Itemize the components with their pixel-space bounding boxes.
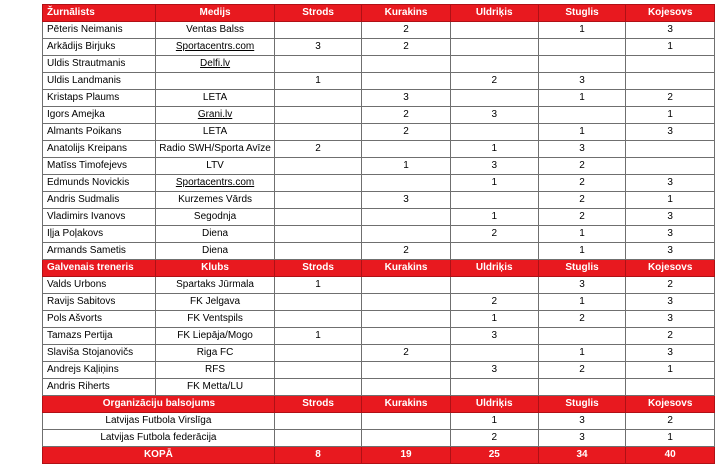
voter-name: Vladimirs Ivanovs [43,209,156,226]
voter-organization: Diena [156,243,275,260]
table-row [43,73,715,90]
vote-cell: 3 [626,209,715,226]
voter-name: Almants Poikans [43,124,156,141]
vote-cell: 2 [450,73,538,90]
table-row [43,430,715,447]
vote-cell [274,56,362,73]
vote-cell [626,73,715,90]
vote-cell: 2 [362,107,450,124]
total-label: KOPĀ [43,447,275,464]
organizations-header-label: Organizāciju balsojums [43,396,275,413]
voting-table [42,4,715,464]
column-header-kurakins: Kurakins [362,260,450,277]
voter-name: Pēteris Neimanis [43,22,156,39]
voter-name: Slavišа Stojanovičs [43,345,156,362]
vote-cell [362,141,450,158]
vote-cell [362,209,450,226]
vote-cell: 3 [626,226,715,243]
column-header-kojesovs: Kojesovs [626,396,715,413]
column-header-uldriķis: Uldriķis [450,260,538,277]
table-row [43,39,715,56]
vote-cell [274,192,362,209]
vote-cell: 3 [538,277,626,294]
voter-name: Iļja Poļakovs [43,226,156,243]
vote-cell [450,379,538,396]
vote-cell: 1 [450,311,538,328]
column-header-kojesovs: Kojesovs [626,260,715,277]
vote-cell [274,345,362,362]
total-value: 34 [538,447,626,464]
voter-name: Anatolijs Kreipans [43,141,156,158]
vote-cell [450,90,538,107]
vote-cell [362,362,450,379]
vote-cell: 1 [626,39,715,56]
column-header-kojesovs: Kojesovs [626,5,715,22]
table-row [43,192,715,209]
table-row [43,90,715,107]
table-row [43,175,715,192]
vote-cell: 1 [538,345,626,362]
vote-cell [274,430,362,447]
column-header-uldriķis: Uldriķis [450,396,538,413]
vote-cell: 3 [450,328,538,345]
column-header-stuglis: Stuglis [538,260,626,277]
vote-cell: 3 [626,175,715,192]
vote-cell [538,107,626,124]
vote-cell [538,379,626,396]
vote-cell: 2 [538,311,626,328]
vote-cell [362,277,450,294]
vote-cell: 1 [538,243,626,260]
vote-cell: 3 [538,141,626,158]
voter-organization: Segodnja [156,209,275,226]
vote-cell: 3 [626,345,715,362]
vote-cell [274,90,362,107]
table-row [43,226,715,243]
vote-cell [450,277,538,294]
vote-cell: 3 [538,413,626,430]
table-row [43,56,715,73]
vote-cell: 1 [626,107,715,124]
vote-cell [626,158,715,175]
voter-name: Edmunds Novickis [43,175,156,192]
vote-cell: 1 [450,141,538,158]
voter-organization: LTV [156,158,275,175]
voter-organization[interactable]: Sportacentrs.com [156,39,275,56]
voter-name: Uldis Strautmanis [43,56,156,73]
vote-cell [274,379,362,396]
vote-cell: 3 [450,362,538,379]
table-row [43,277,715,294]
vote-cell: 3 [450,107,538,124]
voter-name: Matīss Timofejevs [43,158,156,175]
journalists-header-org: Medijs [156,5,275,22]
vote-cell [626,56,715,73]
total-value: 19 [362,447,450,464]
voter-name: Andris Sudmalis [43,192,156,209]
vote-cell [274,209,362,226]
voter-organization: FK Jelgava [156,294,275,311]
vote-cell: 2 [362,243,450,260]
voter-organization: Radio SWH/Sporta Avīze [156,141,275,158]
total-value: 40 [626,447,715,464]
voter-organization[interactable]: Delfi.lv [156,56,275,73]
voter-name: Armands Sametis [43,243,156,260]
vote-cell [274,311,362,328]
voter-organization: FK Ventspils [156,311,275,328]
journalists-header-row [43,5,715,22]
vote-cell [362,379,450,396]
table-row [43,107,715,124]
voter-organization: Ventas Balss [156,22,275,39]
voter-organization[interactable]: Sportacentrs.com [156,175,275,192]
coaches-header-name: Galvenais treneris [43,260,156,277]
voter-name: Valds Urbons [43,277,156,294]
vote-cell: 2 [362,345,450,362]
vote-cell [362,328,450,345]
vote-cell: 2 [626,277,715,294]
vote-cell [274,362,362,379]
column-header-kurakins: Kurakins [362,396,450,413]
vote-cell: 1 [274,277,362,294]
voter-organization: Diena [156,226,275,243]
vote-cell [362,430,450,447]
vote-cell [274,243,362,260]
vote-cell: 1 [538,226,626,243]
column-header-stuglis: Stuglis [538,396,626,413]
table-row [43,328,715,345]
vote-cell [626,141,715,158]
vote-cell: 3 [626,22,715,39]
vote-cell: 3 [450,158,538,175]
vote-cell [274,226,362,243]
coaches-header-org: Klubs [156,260,275,277]
vote-cell: 3 [274,39,362,56]
vote-cell: 3 [538,73,626,90]
vote-cell [362,311,450,328]
voter-organization: Riga FC [156,345,275,362]
vote-cell [450,39,538,56]
vote-cell [450,192,538,209]
voter-name: Andrejs Kaļiņins [43,362,156,379]
table-row [43,379,715,396]
vote-cell [538,328,626,345]
vote-cell [362,226,450,243]
vote-cell [274,22,362,39]
vote-cell [274,294,362,311]
voter-organization: Kurzemes Vārds [156,192,275,209]
table-row [43,158,715,175]
vote-cell: 1 [362,158,450,175]
organization-name: Latvijas Futbola federācija [43,430,275,447]
column-header-strods: Strods [274,260,362,277]
vote-cell: 2 [538,209,626,226]
vote-cell [274,107,362,124]
vote-cell: 2 [450,226,538,243]
vote-cell: 2 [626,328,715,345]
vote-cell: 2 [450,430,538,447]
table-row [43,243,715,260]
vote-cell: 1 [538,294,626,311]
column-header-kurakins: Kurakins [362,5,450,22]
column-header-strods: Strods [274,5,362,22]
vote-cell: 1 [626,192,715,209]
vote-cell: 3 [626,294,715,311]
vote-cell: 1 [450,209,538,226]
voter-name: Arkādijs Birjuks [43,39,156,56]
voter-name: Ravijs Sabitovs [43,294,156,311]
voter-organization: Spartaks Jūrmala [156,277,275,294]
table-row [43,141,715,158]
vote-cell [450,56,538,73]
vote-cell [362,73,450,90]
vote-cell: 2 [538,362,626,379]
voter-name: Kristaps Plaums [43,90,156,107]
vote-cell: 2 [626,90,715,107]
vote-cell: 2 [362,22,450,39]
vote-cell: 2 [538,192,626,209]
table-row [43,345,715,362]
voter-organization[interactable]: Grani.lv [156,107,275,124]
vote-cell [450,22,538,39]
table-row [43,311,715,328]
voter-organization: LETA [156,124,275,141]
voter-name: Tamazs Pertija [43,328,156,345]
voter-name: Pols Ašvorts [43,311,156,328]
vote-cell: 1 [626,430,715,447]
vote-cell: 1 [450,175,538,192]
vote-cell [626,379,715,396]
column-header-strods: Strods [274,396,362,413]
journalists-header-name: Žurnālists [43,5,156,22]
total-row [43,447,715,464]
vote-cell [274,124,362,141]
voter-name: Uldis Landmanis [43,73,156,90]
column-header-uldriķis: Uldriķis [450,5,538,22]
vote-cell: 2 [362,39,450,56]
vote-cell [538,56,626,73]
table-row [43,413,715,430]
organization-name: Latvijas Futbola Virslīga [43,413,275,430]
total-value: 8 [274,447,362,464]
vote-cell [450,124,538,141]
vote-cell: 3 [626,243,715,260]
voter-name: Andris Riherts [43,379,156,396]
vote-cell [274,413,362,430]
vote-cell: 1 [274,328,362,345]
vote-cell [450,345,538,362]
vote-cell: 2 [538,175,626,192]
table-row [43,22,715,39]
vote-cell [538,39,626,56]
vote-cell: 2 [450,294,538,311]
table-row [43,294,715,311]
vote-cell: 1 [626,362,715,379]
voter-organization: FK Metta/LU [156,379,275,396]
vote-cell: 1 [538,22,626,39]
voter-organization: FK Liepāja/Mogo [156,328,275,345]
vote-cell: 3 [362,192,450,209]
table-row [43,124,715,141]
vote-cell: 2 [274,141,362,158]
vote-cell: 1 [274,73,362,90]
vote-cell [362,56,450,73]
vote-cell [362,175,450,192]
vote-cell: 3 [626,311,715,328]
organizations-header-row [43,396,715,413]
vote-cell: 1 [538,124,626,141]
voter-name: Igors Amejka [43,107,156,124]
vote-cell [362,294,450,311]
vote-cell [362,413,450,430]
coaches-header-row [43,260,715,277]
total-value: 25 [450,447,538,464]
table-row [43,362,715,379]
vote-cell [274,175,362,192]
vote-cell: 2 [538,158,626,175]
vote-cell: 2 [626,413,715,430]
table-row [43,209,715,226]
vote-cell: 1 [538,90,626,107]
vote-cell [274,158,362,175]
column-header-stuglis: Stuglis [538,5,626,22]
vote-cell [450,243,538,260]
voter-organization [156,73,275,90]
vote-cell: 3 [362,90,450,107]
voter-organization: LETA [156,90,275,107]
vote-cell: 3 [538,430,626,447]
vote-cell: 1 [450,413,538,430]
vote-cell: 2 [362,124,450,141]
vote-cell: 3 [626,124,715,141]
voter-organization: RFS [156,362,275,379]
